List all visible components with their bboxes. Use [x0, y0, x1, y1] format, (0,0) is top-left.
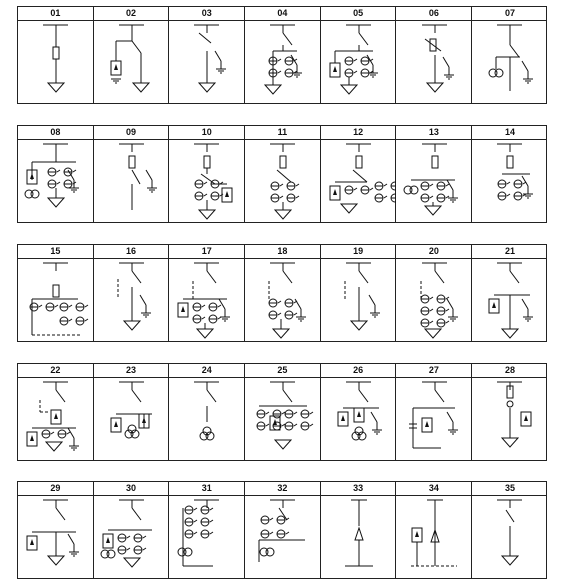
diagram-cell-07: [472, 7, 548, 103]
circuit-diagram-10: [169, 140, 244, 222]
wire: [85, 305, 88, 307]
circuit-diagram-19: [321, 259, 396, 341]
wire: [430, 196, 433, 198]
wire: [132, 271, 141, 283]
circuit-diagram-12: [321, 140, 396, 222]
wire: [210, 508, 213, 510]
diagram-cell-22: [18, 364, 94, 460]
wire: [447, 299, 453, 309]
wire: [127, 548, 130, 550]
fuse-symbol: [129, 156, 135, 168]
wire: [430, 321, 433, 323]
wire: [283, 390, 292, 402]
wire: [294, 424, 297, 426]
wire: [283, 33, 292, 45]
ground-symbol: [133, 83, 149, 92]
diagram-number: 17: [201, 246, 212, 256]
ground-symbol: [425, 206, 441, 215]
diagram-number: 14: [505, 127, 516, 137]
diagram-cell-25: [245, 364, 321, 460]
wire: [202, 317, 205, 319]
diagram-cell-19: [321, 245, 397, 341]
diagram-row-4: [17, 363, 547, 461]
wire: [207, 390, 216, 402]
diagram-number: 15: [50, 246, 61, 256]
diagram-cell-30: [94, 482, 170, 578]
wire: [146, 170, 152, 180]
diagram-number: 33: [353, 483, 364, 493]
wire: [132, 41, 141, 53]
wire: [294, 412, 297, 414]
diagram-cell-09: [94, 126, 170, 222]
diagram-cell-23: [94, 364, 170, 460]
wire: [510, 271, 519, 283]
wire: [57, 182, 60, 184]
diagram-cell-10: [169, 126, 245, 222]
fuse-symbol: [280, 156, 286, 168]
diagram-cell-31: [169, 482, 245, 578]
wire: [51, 432, 54, 434]
circuit-diagram-23: [94, 378, 169, 460]
ground-symbol: [199, 210, 215, 219]
wire: [266, 412, 269, 414]
diagram-number: 28: [505, 365, 516, 375]
circuit-diagram-08: [18, 140, 93, 222]
diagram-number: 19: [353, 246, 364, 256]
diagram-cell-13: [397, 126, 473, 222]
diagram-number: 04: [277, 8, 288, 18]
circuit-diagram-18: [245, 259, 320, 341]
wire: [270, 532, 273, 534]
wire: [202, 305, 205, 307]
diagram-cell-16: [94, 245, 170, 341]
diagram-cell-08: [18, 126, 94, 222]
diagram-number: 26: [353, 365, 364, 375]
diagram-cell-06: [397, 7, 473, 103]
wire: [443, 57, 449, 67]
diagram-row-1: [17, 6, 547, 104]
ground-symbol: [124, 321, 140, 330]
diagram-number: 32: [277, 483, 288, 493]
circuit-diagram-22: [18, 378, 93, 460]
diagram-row-3: [17, 244, 547, 342]
fuse-symbol: [356, 156, 362, 168]
circuit-diagram-34: [397, 496, 472, 578]
wire: [69, 305, 72, 307]
wire: [430, 297, 433, 299]
wire: [56, 508, 65, 520]
wire: [143, 536, 146, 538]
diagram-cell-35: [472, 482, 548, 578]
wire: [384, 184, 387, 186]
wire: [354, 59, 357, 61]
diagram-cell-12: [321, 126, 397, 222]
diagram-number: 01: [50, 8, 61, 18]
diagram-number: 10: [201, 127, 212, 137]
wire: [310, 424, 313, 426]
circuit-diagram-01: [18, 21, 93, 103]
diagram-cell-33: [321, 482, 397, 578]
wire: [359, 390, 368, 402]
diagram-cell-11: [245, 126, 321, 222]
fuse-symbol: [204, 156, 210, 168]
ground-symbol: [48, 83, 64, 92]
diagram-number: 20: [428, 246, 439, 256]
diagram-number: 02: [126, 8, 137, 18]
diagram-cell-26: [321, 364, 397, 460]
wire: [354, 71, 357, 73]
wire: [310, 412, 313, 414]
ground-symbol: [46, 442, 62, 451]
circuit-diagram-31: [169, 496, 244, 578]
ground-symbol: [341, 85, 357, 94]
diagram-number: 22: [50, 365, 61, 375]
circuit-diagram-20: [397, 259, 472, 341]
diagram-cell-04: [245, 7, 321, 103]
circuit-diagram-25: [245, 378, 320, 460]
wire: [278, 301, 281, 303]
circuit-diagram-02: [94, 21, 169, 103]
wire: [447, 412, 453, 422]
ground-symbol: [425, 329, 441, 338]
diagram-number: 06: [428, 8, 439, 18]
circuit-diagram-26: [321, 378, 396, 460]
wire: [522, 299, 528, 309]
diagram-cell-21: [472, 245, 548, 341]
fuse-symbol: [507, 156, 513, 168]
wire: [353, 170, 367, 182]
wire: [57, 170, 60, 172]
wire: [430, 184, 433, 186]
wire: [446, 184, 449, 186]
fuse-symbol: [53, 285, 59, 297]
fuse-symbol: [432, 156, 438, 168]
connector-symbol: [507, 401, 513, 407]
ground-symbol: [502, 438, 518, 447]
wire: [266, 424, 269, 426]
circuit-diagram-07: [472, 21, 547, 103]
wire: [210, 520, 213, 522]
wire: [354, 188, 357, 190]
diagram-cell-32: [245, 482, 321, 578]
circuit-diagram-15: [18, 259, 93, 341]
diagram-number: 12: [353, 127, 364, 137]
wire: [67, 432, 70, 434]
wire: [194, 508, 197, 510]
ground-symbol: [275, 440, 291, 449]
circuit-diagram-17: [169, 259, 244, 341]
circuit-diagram-24: [169, 378, 244, 460]
diagram-number: 27: [428, 365, 439, 375]
wire: [219, 299, 225, 309]
circuit-diagram-03: [169, 21, 244, 103]
diagram-number: 05: [353, 8, 364, 18]
diagram-row-2: [17, 125, 547, 223]
wire: [132, 508, 141, 520]
wire: [295, 299, 301, 309]
diagram-cell-29: [18, 482, 94, 578]
ground-symbol: [265, 85, 281, 94]
diagram-cell-14: [472, 126, 548, 222]
ground-symbol: [48, 556, 64, 565]
wire: [296, 196, 299, 198]
circuit-diagram-16: [94, 259, 169, 341]
wire: [278, 313, 281, 315]
circuit-diagram-04: [245, 21, 320, 103]
diagram-number: 24: [201, 365, 212, 375]
wire: [294, 313, 297, 315]
diagram-cell-20: [397, 245, 473, 341]
circuit-diagram-21: [472, 259, 547, 341]
wire: [435, 390, 444, 402]
wire: [132, 170, 140, 184]
wire: [359, 271, 368, 283]
wire: [68, 534, 74, 544]
circuit-diagram-13: [397, 140, 472, 222]
diagram-number: 34: [428, 483, 439, 493]
ground-symbol: [199, 83, 215, 92]
wire: [194, 532, 197, 534]
wire: [359, 33, 368, 45]
wire: [85, 319, 88, 321]
wire: [286, 532, 289, 534]
diagram-cell-24: [169, 364, 245, 460]
wire: [194, 520, 197, 522]
wire: [215, 51, 221, 61]
diagram-number: 25: [277, 365, 288, 375]
wire: [296, 184, 299, 186]
circuit-diagram-11: [245, 140, 320, 222]
wire: [278, 71, 281, 73]
circuit-diagram-29: [18, 496, 93, 578]
wire: [384, 196, 387, 198]
diagram-number: 30: [126, 483, 137, 493]
wire: [56, 390, 65, 402]
diagram-number: 03: [201, 8, 212, 18]
diagram-cell-15: [18, 245, 94, 341]
wire: [510, 45, 519, 57]
ground-symbol: [275, 210, 291, 219]
wire: [283, 271, 292, 283]
wire: [280, 184, 283, 186]
diagram-number: 23: [126, 365, 137, 375]
surge-arrester-symbol: [355, 528, 363, 540]
circuit-diagram-27: [397, 378, 472, 460]
wire: [218, 305, 221, 307]
fuse-symbol: [53, 47, 59, 59]
circuit-diagram-33: [321, 496, 396, 578]
circuit-diagram-28: [472, 378, 547, 460]
wire: [278, 59, 281, 61]
diagram-cell-01: [18, 7, 94, 103]
diagram-cell-03: [169, 7, 245, 103]
diagram-number: 11: [277, 127, 288, 137]
diagram-cell-02: [94, 7, 170, 103]
wire: [277, 170, 291, 182]
wire: [430, 309, 433, 311]
wire: [73, 170, 76, 172]
wire: [55, 305, 58, 307]
diagram-cell-27: [397, 364, 473, 460]
wire: [522, 61, 528, 71]
wire: [279, 508, 287, 520]
diagram-row-5: [17, 481, 547, 579]
diagram-number: 09: [126, 127, 137, 137]
ground-symbol: [48, 198, 64, 207]
ground-symbol: [427, 83, 443, 92]
wire: [204, 182, 207, 184]
diagram-number: 21: [505, 246, 516, 256]
wire: [199, 33, 211, 43]
diagram-cell-17: [169, 245, 245, 341]
wire: [39, 305, 42, 307]
ground-symbol: [351, 321, 367, 330]
wire: [127, 536, 130, 538]
wire: [506, 510, 514, 522]
ground-symbol: [273, 329, 289, 338]
wire: [280, 196, 283, 198]
ground-symbol: [341, 204, 357, 213]
circuit-diagram-05: [321, 21, 396, 103]
wire: [140, 295, 146, 305]
circuit-diagram-14: [472, 140, 547, 222]
circuit-diagram-09: [94, 140, 169, 222]
wire: [507, 182, 510, 184]
diagram-number: 13: [428, 127, 439, 137]
circuit-diagram-32: [245, 496, 320, 578]
wire: [143, 548, 146, 550]
wire: [370, 188, 373, 190]
circuit-diagram-06: [397, 21, 472, 103]
wire: [210, 532, 213, 534]
wire: [207, 271, 216, 283]
diagram-number: 07: [505, 8, 516, 18]
diagram-number: 35: [505, 483, 516, 493]
wire: [425, 39, 441, 51]
wire: [507, 194, 510, 196]
wire: [435, 271, 444, 283]
diagram-cell-34: [397, 482, 473, 578]
wire: [446, 297, 449, 299]
ground-symbol: [502, 329, 518, 338]
diagram-cell-05: [321, 7, 397, 103]
ground-symbol: [197, 329, 213, 338]
wire: [132, 390, 141, 402]
wire: [446, 321, 449, 323]
wire: [270, 518, 273, 520]
ground-symbol: [502, 556, 518, 565]
wire: [371, 412, 377, 422]
diagram-cell-18: [245, 245, 321, 341]
diagram-number: 29: [50, 483, 61, 493]
wire: [204, 194, 207, 196]
circuit-diagram-30: [94, 496, 169, 578]
diagram-number: 18: [277, 246, 288, 256]
circuit-diagram-35: [472, 496, 547, 578]
diagram-number: 31: [201, 483, 212, 493]
ground-symbol: [124, 558, 140, 567]
diagram-number: 08: [50, 127, 61, 137]
wire: [69, 319, 72, 321]
diagram-cell-28: [472, 364, 548, 460]
wire: [522, 176, 528, 186]
wire: [369, 295, 375, 305]
wire: [446, 309, 449, 311]
diagram-number: 16: [126, 246, 137, 256]
